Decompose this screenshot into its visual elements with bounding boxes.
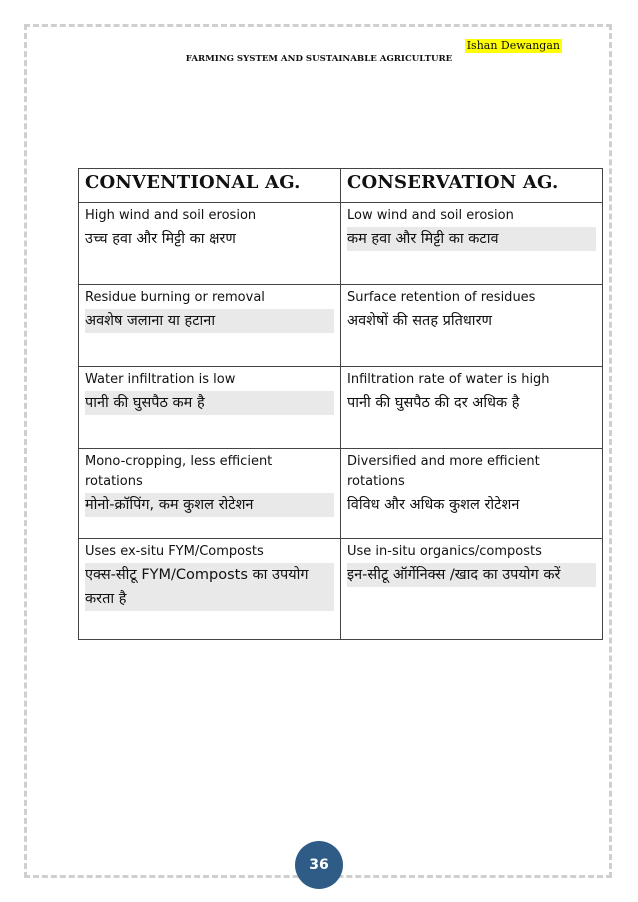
cell-text-english: Infiltration rate of water is high <box>347 372 550 387</box>
cell-text-hindi: विविध और अधिक कुशल रोटेशन <box>347 497 520 513</box>
table-row <box>79 285 603 367</box>
column-header-conservation: CONSERVATION AG. <box>341 169 603 203</box>
table-row <box>79 539 603 640</box>
cell-text-hindi: मोनो-क्रॉपिंग, कम कुशल रोटेशन <box>85 493 334 517</box>
cell-text-english: Surface retention of residues <box>347 290 536 305</box>
cell-text-hindi: अवशेष जलाना या हटाना <box>85 309 334 333</box>
table-header-row <box>79 169 603 203</box>
cell-text-english: Uses ex-situ FYM/Composts <box>85 544 264 559</box>
cell-text-hindi: उच्च हवा और मिट्टी का क्षरण <box>85 231 236 247</box>
table-row <box>79 203 603 285</box>
cell-text-hindi: इन-सीटू ऑर्गेनिक्स /खाद का उपयोग करें <box>347 563 596 587</box>
cell-text-english: Mono-cropping, less efficient rotations <box>85 454 273 489</box>
cell-text-english: Water infiltration is low <box>85 372 236 387</box>
cell-text-hindi: पानी की घुसपैठ की दर अधिक है <box>347 395 520 411</box>
cell-text-english: Use in-situ organics/composts <box>347 544 542 559</box>
table-cell-conventional <box>79 367 341 449</box>
cell-text-hindi: कम हवा और मिट्टी का कटाव <box>347 227 596 251</box>
table-cell-conventional <box>79 285 341 367</box>
cell-text-hindi: पानी की घुसपैठ कम है <box>85 391 334 415</box>
table-cell-conservation <box>341 449 603 539</box>
cell-text-hindi: अवशेषों की सतह प्रतिधारण <box>347 313 492 329</box>
page-number-badge: 36 <box>295 841 343 889</box>
table-cell-conservation <box>341 539 603 640</box>
table-row <box>79 367 603 449</box>
cell-text-english: High wind and soil erosion <box>85 208 257 223</box>
cell-text-english: Diversified and more efficient rotations <box>347 454 540 489</box>
table-cell-conventional <box>79 539 341 640</box>
table-cell-conservation <box>341 367 603 449</box>
cell-text-english: Low wind and soil erosion <box>347 208 514 223</box>
cell-text-hindi: एक्स-सीटू FYM/Composts का उपयोग करता है <box>85 563 334 611</box>
table-cell-conventional <box>79 203 341 285</box>
comparison-table <box>78 168 603 640</box>
table-cell-conventional <box>79 449 341 539</box>
table-cell-conservation <box>341 203 603 285</box>
cell-text-english: Residue burning or removal <box>85 290 265 305</box>
author-name: Ishan Dewangan <box>466 39 560 52</box>
table-row <box>79 449 603 539</box>
column-header-conventional: CONVENTIONAL AG. <box>79 169 341 203</box>
running-header-title: FARMING SYSTEM AND SUSTAINABLE AGRICULTURE <box>185 54 453 64</box>
table-cell-conservation <box>341 285 603 367</box>
